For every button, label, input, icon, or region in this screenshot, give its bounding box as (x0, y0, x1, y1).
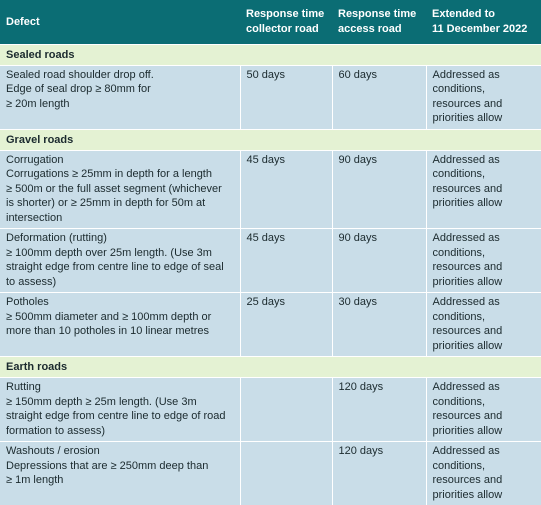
defect-line: Depressions that are ≥ 250mm deep than (6, 459, 234, 474)
defect-line: formation to assess) (6, 424, 234, 439)
header-line: 11 December 2022 (432, 22, 535, 37)
table-row (0, 293, 541, 357)
extended-line: Addressed as (433, 380, 536, 395)
defect-line: Sealed road shoulder drop off. (6, 68, 234, 83)
defect-cell (0, 229, 240, 293)
defect-line: is shorter) or ≥ 25mm in depth for 50m at (6, 196, 234, 211)
extended-line: priorities allow (433, 196, 536, 211)
defect-line: more than 10 potholes in 10 linear metres (6, 324, 234, 339)
defect-line: Deformation (rutting) (6, 231, 234, 246)
section-row-earth-roads (0, 357, 541, 378)
defect-line: ≥ 500m or the full asset segment (whichever (6, 182, 234, 197)
extended-line: resources and (433, 473, 536, 488)
extended-line: conditions, (433, 82, 536, 97)
table-header-row (0, 0, 541, 44)
collector-time-cell: 45 days (240, 229, 332, 293)
extended-cell (426, 442, 541, 505)
defect-line: Corrugation (6, 153, 234, 168)
section-row-gravel-roads (0, 129, 541, 150)
access-time-cell: 120 days (332, 442, 426, 505)
defect-line: ≥ 100mm depth over 25m length. (Use 3m (6, 246, 234, 261)
table-row (0, 150, 541, 229)
extended-line: resources and (433, 409, 536, 424)
header-line: Extended to (432, 7, 535, 22)
extended-line: Addressed as (433, 444, 536, 459)
extended-line: Addressed as (433, 153, 536, 168)
collector-time-cell: 25 days (240, 293, 332, 357)
extended-line: resources and (433, 182, 536, 197)
table-row (0, 442, 541, 505)
section-title: Sealed roads (0, 44, 541, 65)
defect-cell (0, 65, 240, 129)
header-line: access road (338, 22, 420, 37)
table-row (0, 378, 541, 442)
defect-line: straight edge from centre line to edge of road (6, 409, 234, 424)
access-time-cell: 90 days (332, 150, 426, 229)
defect-line: Edge of seal drop ≥ 80mm for (6, 82, 234, 97)
extended-line: conditions, (433, 246, 536, 261)
defect-line: ≥ 500mm diameter and ≥ 100mm depth or (6, 310, 234, 325)
defect-line: Potholes (6, 295, 234, 310)
table-row (0, 65, 541, 129)
access-time-cell: 30 days (332, 293, 426, 357)
defect-cell (0, 378, 240, 442)
section-title: Earth roads (0, 357, 541, 378)
header-line: Response time (338, 7, 420, 22)
defect-cell (0, 150, 240, 229)
extended-line: conditions, (433, 395, 536, 410)
extended-line: conditions, (433, 459, 536, 474)
extended-line: conditions, (433, 310, 536, 325)
extended-line: Addressed as (433, 231, 536, 246)
defect-line: ≥ 20m length (6, 97, 234, 112)
access-time-cell: 60 days (332, 65, 426, 129)
section-title: Gravel roads (0, 129, 541, 150)
extended-cell (426, 378, 541, 442)
extended-line: Addressed as (433, 68, 536, 83)
extended-line: Addressed as (433, 295, 536, 310)
defect-line: Washouts / erosion (6, 444, 234, 459)
collector-time-cell (240, 378, 332, 442)
defect-line: Corrugations ≥ 25mm in depth for a length (6, 167, 234, 182)
extended-line: priorities allow (433, 424, 536, 439)
extended-line: priorities allow (433, 111, 536, 126)
defect-line: ≥ 1m length (6, 473, 234, 488)
extended-line: resources and (433, 324, 536, 339)
header-line: Response time (246, 7, 326, 22)
extended-line: conditions, (433, 167, 536, 182)
defect-line: intersection (6, 211, 234, 226)
access-time-cell: 120 days (332, 378, 426, 442)
defect-line: Rutting (6, 380, 234, 395)
extended-cell (426, 293, 541, 357)
extended-cell (426, 65, 541, 129)
section-row-sealed-roads (0, 44, 541, 65)
defect-line: to assess) (6, 275, 234, 290)
extended-cell (426, 150, 541, 229)
defect-line: straight edge from centre line to edge of seal (6, 260, 234, 275)
extended-line: resources and (433, 97, 536, 112)
table-row (0, 229, 541, 293)
collector-time-cell: 50 days (240, 65, 332, 129)
extended-cell (426, 229, 541, 293)
header-defect: Defect (0, 0, 240, 44)
defect-cell (0, 442, 240, 505)
header-collector-road (240, 0, 332, 44)
collector-time-cell (240, 442, 332, 505)
header-line: collector road (246, 22, 326, 37)
extended-line: priorities allow (433, 275, 536, 290)
extended-line: priorities allow (433, 339, 536, 354)
extended-line: resources and (433, 260, 536, 275)
defect-line: ≥ 150mm depth ≥ 25m length. (Use 3m (6, 395, 234, 410)
extended-line: priorities allow (433, 488, 536, 503)
collector-time-cell: 45 days (240, 150, 332, 229)
access-time-cell: 90 days (332, 229, 426, 293)
defect-cell (0, 293, 240, 357)
header-extended-to (426, 0, 541, 44)
header-access-road (332, 0, 426, 44)
